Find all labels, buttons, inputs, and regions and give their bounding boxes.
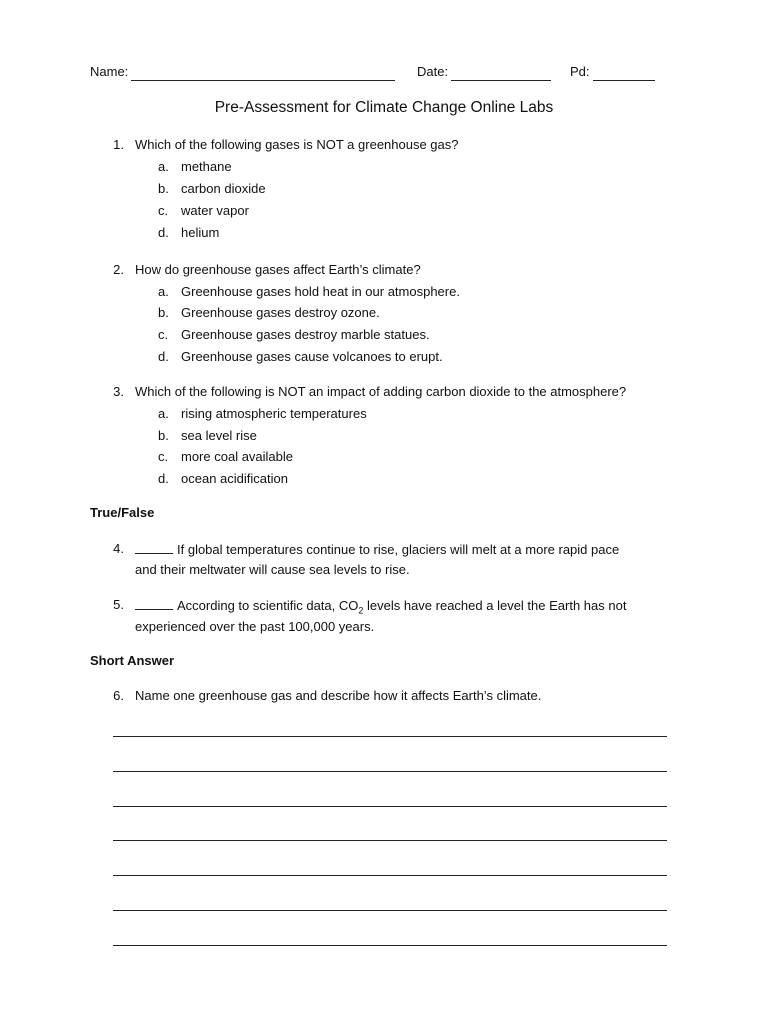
tf-statement-line2: experienced over the past 100,000 years. [135,619,375,634]
option-text[interactable]: Greenhouse gases destroy marble statues. [181,327,430,342]
option-letter: b. [158,428,169,443]
option-letter: d. [158,225,169,240]
question-text: How do greenhouse gases affect Earth’s climate? [135,262,421,277]
option-text[interactable]: sea level rise [181,428,257,443]
question-text: Which of the following is NOT an impact of adding carbon dioxide to the atmosphere? [135,384,627,399]
tf-statement-line2: and their meltwater will cause sea levels to rise. [135,562,410,577]
answer-line[interactable] [113,736,667,737]
option-text[interactable]: Greenhouse gases destroy ozone. [181,305,380,320]
option-letter: d. [158,349,169,364]
question-number: 6. [113,688,124,703]
option-letter: a. [158,284,169,299]
name-blank[interactable] [131,67,395,81]
name-field[interactable] [90,63,395,81]
option-letter: c. [158,203,169,218]
answer-line[interactable] [113,806,667,807]
period-field[interactable] [570,63,655,81]
date-blank[interactable] [451,67,551,81]
option-text[interactable]: Greenhouse gases hold heat in our atmosphere. [181,284,460,299]
tf-statement-text-before: According to scientific data, CO [177,598,359,613]
tf-statement-text-after: levels have reached a level the Earth has not [363,598,627,613]
co2-subscript: 2 [358,605,364,616]
answer-line[interactable] [113,875,667,876]
answer-line[interactable] [113,840,667,841]
option-text[interactable]: carbon dioxide [181,181,266,196]
date-label: Date: [417,64,449,79]
question-number: 5. [113,597,124,612]
option-letter: b. [158,305,169,320]
tf-answer-blank[interactable] [135,597,173,610]
option-text[interactable]: ocean acidification [181,471,288,486]
question-text: Which of the following gases is NOT a greenhouse gas? [135,137,459,152]
option-text[interactable]: Greenhouse gases cause volcanoes to erupt. [181,349,443,364]
question-number: 3. [113,384,124,399]
tf-statement-line1 [135,541,619,557]
short-answer-question: Name one greenhouse gas and describe how it affects Earth’s climate. [135,688,542,703]
tf-answer-blank[interactable] [135,541,173,554]
option-letter: c. [158,449,169,464]
option-letter: c. [158,327,169,342]
tf-statement-text: If global temperatures continue to rise, glaciers will melt at a more rapid pace [177,542,620,557]
option-letter: a. [158,159,169,174]
tf-statement-line1 [135,597,626,616]
option-text[interactable]: rising atmospheric temperatures [181,406,367,421]
period-label: Pd: [570,64,590,79]
option-text[interactable]: water vapor [181,203,249,218]
option-letter: a. [158,406,169,421]
question-number: 2. [113,262,124,277]
option-text[interactable]: helium [181,225,220,240]
option-letter: d. [158,471,169,486]
option-text[interactable]: more coal available [181,449,294,464]
short-answer-heading: Short Answer [90,653,175,668]
period-blank[interactable] [593,67,655,81]
name-label: Name: [90,64,129,79]
option-text[interactable]: methane [181,159,232,174]
question-number: 1. [113,137,124,152]
answer-line[interactable] [113,945,667,946]
student-info-header [90,63,690,83]
page-title: Pre-Assessment for Climate Change Online Labs [214,99,554,116]
answer-line[interactable] [113,910,667,911]
true-false-heading: True/False [90,505,155,520]
question-number: 4. [113,541,124,556]
answer-line[interactable] [113,771,667,772]
option-letter: b. [158,181,169,196]
date-field[interactable] [417,63,551,81]
